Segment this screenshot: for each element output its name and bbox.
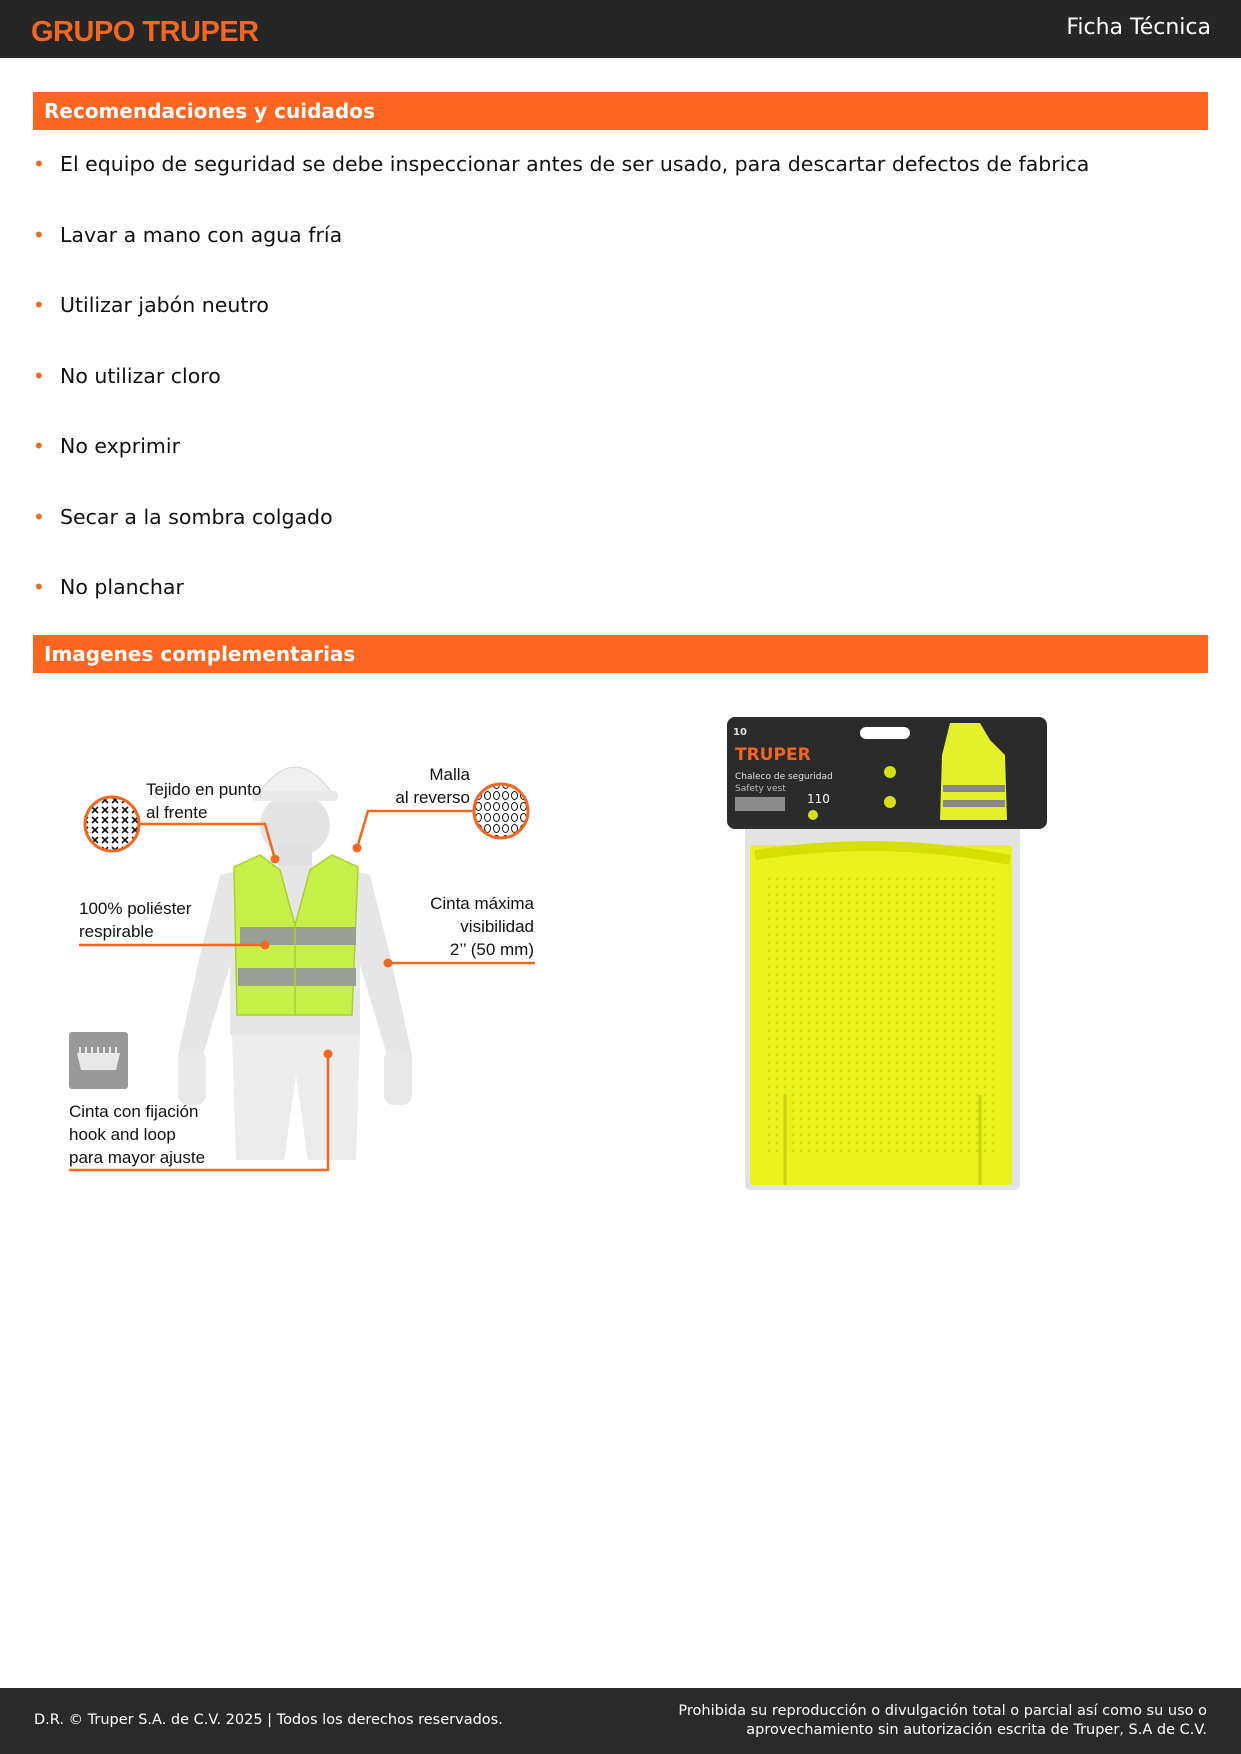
vest-package-image <box>725 715 1050 1190</box>
svg-text:2’’ (50 mm): 2’’ (50 mm) <box>449 940 534 959</box>
svg-text:al reverso: al reverso <box>395 788 470 807</box>
list-item: • No utilizar cloro <box>33 358 1089 429</box>
section-header-images: Imagenes complementarias <box>33 635 1208 673</box>
section-header-recommendations: Recomendaciones y cuidados <box>33 92 1208 130</box>
list-item: • Lavar a mano con agua fría <box>33 217 1089 288</box>
list-item: • Utilizar jabón neutro <box>33 287 1089 358</box>
bullet-icon: • <box>33 504 45 529</box>
bullet-icon: • <box>33 152 45 176</box>
svg-text:Chaleco de seguridad: Chaleco de seguridad <box>735 772 833 782</box>
callout-reflective-tape <box>384 894 536 968</box>
brand-logo: GRUPO TRUPER <box>31 16 259 48</box>
copyright-text: D.R. © Truper S.A. de C.V. 2025 | Todos los derechos reservados. <box>34 1712 503 1728</box>
svg-text:110: 110 <box>807 792 830 806</box>
svg-text:10: 10 <box>733 727 747 738</box>
bullet-icon: • <box>33 293 45 317</box>
list-item: • El equipo de seguridad se debe inspeccionar antes de ser usado, para descartar defectos de fabrica <box>33 146 1089 217</box>
top-bar <box>0 0 1241 58</box>
svg-text:100% poliéster: 100% poliéster <box>79 899 192 918</box>
footer <box>0 1688 1241 1754</box>
svg-text:respirable: respirable <box>79 922 154 941</box>
svg-text:Cinta máxima: Cinta máxima <box>430 894 534 913</box>
legal-notice: Prohibida su reproducción o divulgación total o parcial así como su uso o aprovechamiento sin autorización escrita de Truper, S.A de C.V. <box>678 1703 1207 1738</box>
svg-text:Malla: Malla <box>429 765 470 784</box>
svg-text:Cinta con fijación: Cinta con fijación <box>69 1102 199 1121</box>
recommendations-list <box>33 146 1089 640</box>
list-item: • No planchar <box>33 569 1089 640</box>
package-brand: TRUPER <box>735 745 811 765</box>
bullet-icon: • <box>33 222 45 247</box>
svg-text:al frente: al frente <box>146 803 208 822</box>
svg-text:Tejido en punto: Tejido en punto <box>146 780 262 799</box>
document-type: Ficha Técnica <box>1066 15 1211 40</box>
callout-front-knit <box>85 780 280 864</box>
bullet-icon: • <box>33 434 45 458</box>
list-item: • Secar a la sombra colgado <box>33 499 1089 570</box>
bullet-icon: • <box>33 363 45 388</box>
vest-feature-diagram <box>60 735 550 1175</box>
svg-text:visibilidad: visibilidad <box>460 917 534 936</box>
svg-text:Safety vest: Safety vest <box>735 784 786 794</box>
bullet-icon: • <box>33 575 45 599</box>
callout-back-mesh <box>353 765 529 853</box>
list-item: • No exprimir <box>33 428 1089 499</box>
svg-text:hook and loop: hook and loop <box>69 1125 176 1144</box>
svg-text:para mayor ajuste: para mayor ajuste <box>69 1148 206 1167</box>
